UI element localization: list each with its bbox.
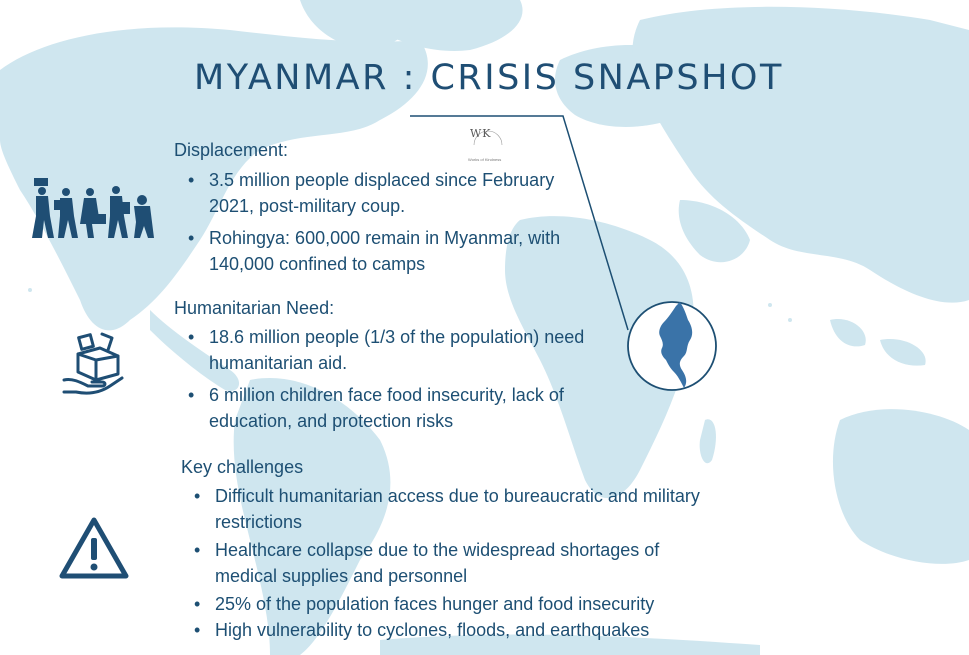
section-heading-humanitarian-need: Humanitarian Need: [174,298,335,318]
displacement-list [184,167,594,283]
list-item: • Rohingya: 600,000 remain in Myanmar, with 140,000 confined to camps [184,225,594,277]
list-item: • High vulnerability to cyclones, floods, and earthquakes [190,617,700,643]
page-title: MYANMAR : CRISIS SNAPSHOT [194,58,784,98]
list-item: • 3.5 million people displaced since February 2021, post-military coup. [184,167,594,219]
section-heading-key-challenges: Key challenges [181,457,304,477]
humanitarian-need-list [184,324,604,440]
warning-triangle-icon [58,516,130,582]
key-challenges-list [190,483,700,643]
list-item: • Healthcare collapse due to the widespread shortages of medical supplies and personnel [190,537,700,589]
list-item: • 25% of the population faces hunger and food insecurity [190,591,700,617]
brand-logo-tagline: Works of Kindness [468,157,502,162]
aid-box-hand-icon [62,328,130,398]
myanmar-map-icon [624,294,720,400]
section-heading-displacement: Displacement: [174,140,289,160]
brand-logo-mark: WK [470,127,492,140]
list-item: • 18.6 million people (1/3 of the population) need humanitarian aid. [184,324,604,376]
list-item: • Difficult humanitarian access due to bureaucratic and military restrictions [190,483,700,535]
refugees-walking-icon [28,176,160,240]
list-item: • 6 million children face food insecurity, lack of education, and protection risks [184,382,604,434]
